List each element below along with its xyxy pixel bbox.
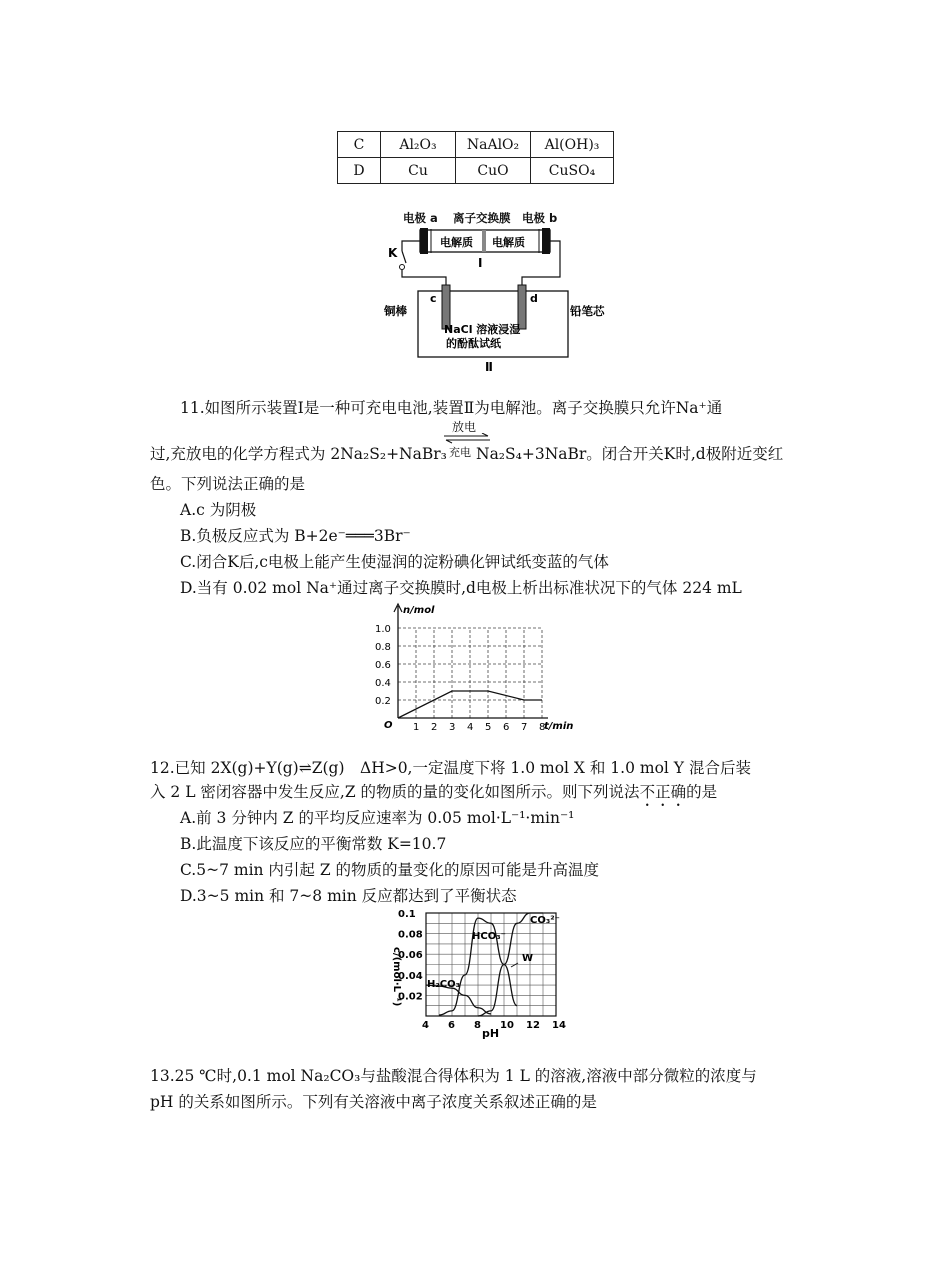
table-cell: Al₂O₃ xyxy=(381,132,456,158)
y-tick-label: 0.08 xyxy=(398,929,423,941)
y-tick-label: 0.06 xyxy=(398,950,423,962)
x-axis-label: t/min xyxy=(544,721,574,732)
electrolyte-right: 电解质 xyxy=(492,236,525,249)
hco3-annotation: HCO₃⁻ xyxy=(472,931,506,942)
q12-line2-pre: 入 2 L 密闭容器中发生反应,Z 的物质的量的变化如图所示。则下列说法 xyxy=(150,783,640,801)
switch-label: K xyxy=(388,246,398,260)
x-tick-label: 14 xyxy=(552,1020,566,1031)
q11-line2-post: Na₂S₄+3NaBr。闭合开关K时,d极附近变红 xyxy=(476,445,784,463)
x-tick-label: 3 xyxy=(449,722,456,733)
electrode-a xyxy=(420,228,428,254)
x-tick-label: 2 xyxy=(431,722,438,733)
table-cell: CuO xyxy=(456,158,531,184)
w-annotation: W xyxy=(522,953,534,964)
q13-line2: pH 的关系如图所示。下列有关溶液中离子浓度关系叙述正确的是 xyxy=(150,1093,597,1111)
electrode-b xyxy=(542,228,550,254)
y-tick-label: 0.8 xyxy=(375,642,391,653)
paper-label-1: NaCl 溶液浸湿 xyxy=(444,323,521,336)
x-tick-label: 8 xyxy=(539,722,546,733)
copper-rod-label: 铜棒 xyxy=(384,304,407,318)
x-tick-label: 10 xyxy=(500,1020,514,1031)
y-axis-label: c/(mol·L⁻¹) xyxy=(391,947,402,1007)
table-cell: C xyxy=(338,132,381,158)
origin-label: O xyxy=(384,720,393,731)
q12-option-c: C.5~7 min 内引起 Z 的物质的量变化的原因可能是升高温度 xyxy=(180,861,600,879)
q11-line1: 11.如图所示装置Ⅰ是一种可充电电池,装置Ⅱ为电解池。离子交换膜只允许Na⁺通 xyxy=(180,399,723,417)
cell-diagram xyxy=(380,205,620,375)
table-row xyxy=(338,158,614,184)
table-cell: CuSO₄ xyxy=(531,158,614,184)
membrane-label: 离子交换膜 xyxy=(453,211,511,225)
charge-label: 充电 xyxy=(449,446,471,459)
paper-label-2: 的酚酞试纸 xyxy=(446,337,501,350)
electrode-a-label: 电极 a xyxy=(403,211,438,225)
q11-option-a: A.c 为阴极 xyxy=(180,501,257,519)
electrode-b-label: 电极 b xyxy=(522,211,558,225)
q12-option-b: B.此温度下该反应的平衡常数 K=10.7 xyxy=(180,835,447,853)
y-tick-label: 1.0 xyxy=(375,624,391,635)
discharge-label: 放电 xyxy=(452,420,477,434)
table-cell: D xyxy=(338,158,381,184)
co3-annotation: CO₃²⁻ xyxy=(530,915,560,926)
options-table xyxy=(337,131,614,184)
x-tick-label: 6 xyxy=(503,722,510,733)
pencil-lead-label: 铅笔芯 xyxy=(570,304,605,318)
y-tick-label: 0.4 xyxy=(375,678,391,689)
x-tick-label: 6 xyxy=(448,1020,455,1031)
switch-k xyxy=(402,251,406,263)
device-2-label: Ⅱ xyxy=(485,360,493,374)
ion-membrane xyxy=(482,230,486,252)
electrolyte-left: 电解质 xyxy=(440,236,473,249)
concentration-ph-chart xyxy=(380,905,570,1040)
c-label: c xyxy=(430,292,437,305)
y-tick-label: 0.1 xyxy=(398,909,416,920)
q11-option-c: C.闭合K后,c电极上能产生使湿润的淀粉碘化钾试纸变蓝的气体 xyxy=(180,553,609,571)
y-tick-label: 0.04 xyxy=(398,970,423,982)
y-tick-label: 0.6 xyxy=(375,660,391,671)
table-cell: Cu xyxy=(381,158,456,184)
table-row xyxy=(338,132,614,158)
x-tick-label: 1 xyxy=(413,722,420,733)
q12-emphasis: 不正确 xyxy=(639,783,687,801)
x-axis-label: pH xyxy=(482,1027,500,1040)
q13-line1: 13.25 ℃时,0.1 mol Na₂CO₃与盐酸混合得体积为 1 L 的溶液,溶液中部分微粒的浓度与 xyxy=(150,1067,757,1085)
table-cell: Al(OH)₃ xyxy=(531,132,614,158)
x-tick-label: 5 xyxy=(485,722,492,733)
q11-line3: 色。下列说法正确的是 xyxy=(150,475,306,493)
d-label: d xyxy=(530,292,538,305)
q11-line2-pre: 过,充放电的化学方程式为 2Na₂S₂+NaBr₃ xyxy=(150,445,447,463)
q12-option-a: A.前 3 分钟内 Z 的平均反应速率为 0.05 mol·L⁻¹·min⁻¹ xyxy=(180,809,575,827)
q12-option-d: D.3~5 min 和 7~8 min 反应都达到了平衡状态 xyxy=(180,887,517,905)
y-tick-label: 0.2 xyxy=(375,696,391,707)
y-tick-label: 0.02 xyxy=(398,991,423,1003)
y-axis-label: n/mol xyxy=(403,605,435,616)
h2co3-annotation: H₂CO₃ xyxy=(427,979,460,990)
q12-line1: 12.已知 2X(g)+Y(g)⇌Z(g) ΔH>0,一定温度下将 1.0 mol X 和 1.0 mol Y 混合后装 xyxy=(150,759,751,777)
table-cell: NaAlO₂ xyxy=(456,132,531,158)
q11-option-b: B.负极反应式为 B+2e⁻═══3Br⁻ xyxy=(180,527,411,545)
device-1-label: Ⅰ xyxy=(478,256,483,270)
q12-line2-post: 的是 xyxy=(686,783,718,801)
q11-option-d: D.当有 0.02 mol Na⁺通过离子交换膜时,d电极上析出标准状况下的气体 224 mL xyxy=(180,579,742,597)
x-tick-label: 4 xyxy=(467,722,474,733)
x-tick-label: 12 xyxy=(526,1020,540,1031)
x-tick-label: 7 xyxy=(521,722,528,733)
x-tick-label: 8 xyxy=(474,1020,481,1031)
z-amount-chart xyxy=(368,600,578,738)
x-tick-label: 4 xyxy=(422,1020,429,1031)
